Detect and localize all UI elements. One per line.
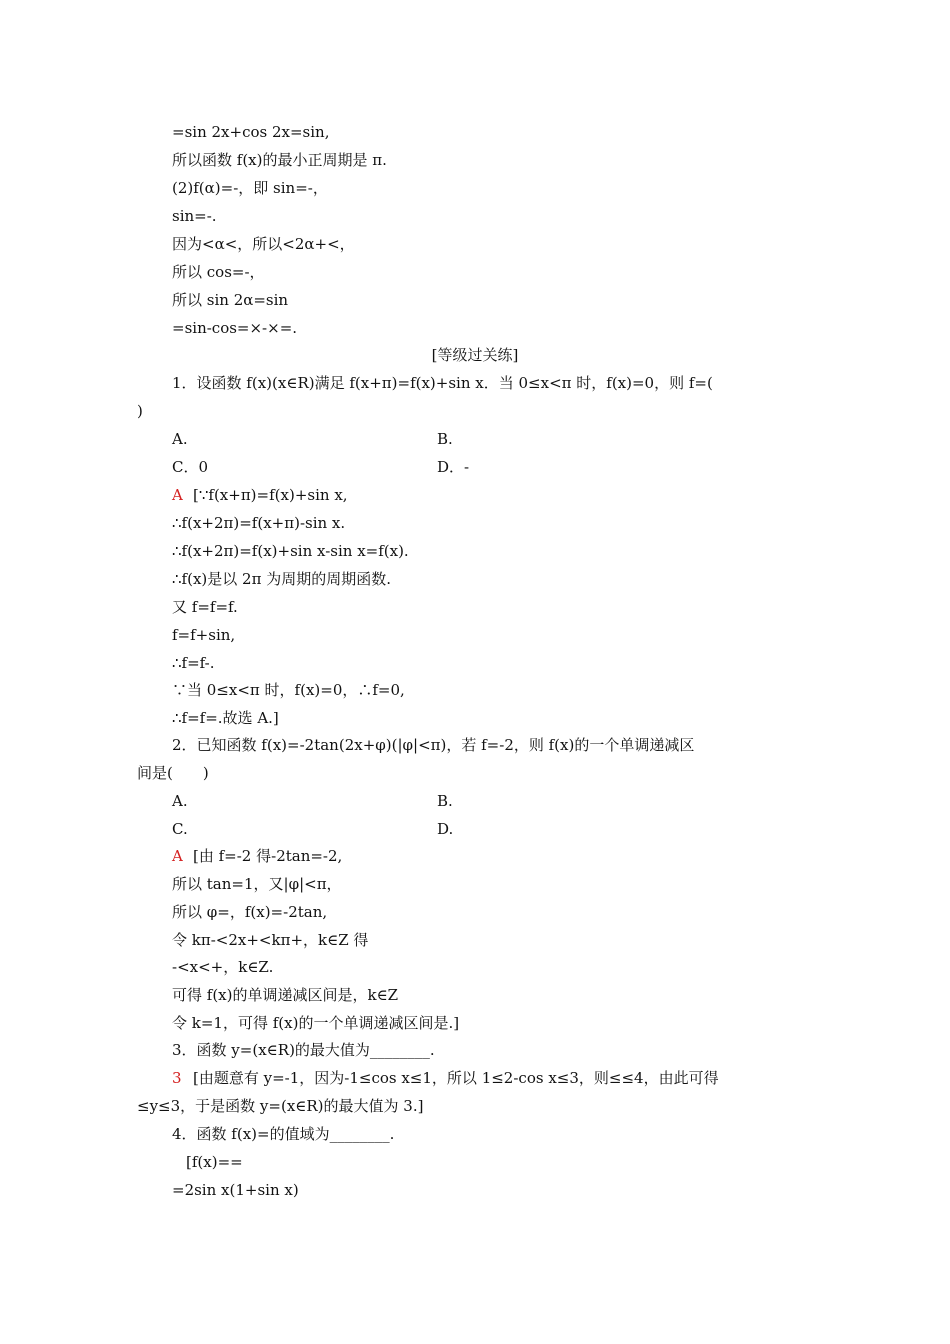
q1-solution-line: ∵当 0≤x<π 时，f(x)=0，∴f=0,	[172, 681, 405, 699]
q2-solution-line: 所以 φ=，f(x)=-2tan,	[172, 903, 328, 921]
q4-solution-line: =2sin x(1+sin x)	[172, 1181, 299, 1199]
solution-line: =sin-cos=×-×=.	[172, 319, 298, 337]
solution-line: 所以函数 f(x)的最小正周期是 π.	[172, 151, 387, 169]
q1-solution-line: ∴f(x)是以 2π 为周期的周期函数.	[172, 570, 391, 588]
solution-line: 因为<α<，所以<2α+<，	[172, 235, 355, 253]
q1-stem: 1．设函数 f(x)(x∈R)满足 f(x+π)=f(x)+sin x．当 0≤x<π 时，f(x)=0，则 f=(	[172, 374, 713, 392]
q2-solution-line: 令 k=1，可得 f(x)的一个单调递减区间是.]	[172, 1014, 460, 1032]
solution-line: (2)f(α)=-，即 sin=-，	[172, 179, 328, 197]
q4-stem: 4．函数 f(x)=的值域为________.	[172, 1125, 395, 1143]
q1-option-a: A.	[172, 430, 188, 448]
q2-option-b: B.	[437, 792, 453, 810]
solution-line: sin=-.	[172, 207, 217, 225]
q1-solution-line: ∴f(x+2π)=f(x)+sin x-sin x=f(x).	[172, 542, 409, 560]
q3-stem: 3．函数 y=(x∈R)的最大值为________.	[172, 1041, 435, 1059]
q1-solution-line: f=f+sin,	[172, 626, 236, 644]
q1-option-b: B.	[437, 430, 453, 448]
q1-solution-line: [∵f(x+π)=f(x)+sin x,	[193, 486, 348, 504]
q2-option-a: A.	[172, 792, 188, 810]
solution-line: 所以 cos=-，	[172, 263, 265, 281]
q2-answer: A	[172, 847, 183, 865]
q1-stem-cont: )	[137, 402, 143, 420]
q2-solution-line: 可得 f(x)的单调递减区间是，k∈Z	[172, 986, 399, 1004]
q2-stem-cont: 间是( )	[137, 764, 209, 782]
q1-solution-line: ∴f=f=.故选 A.]	[172, 709, 279, 727]
q2-stem: 2．已知函数 f(x)=-2tan(2x+φ)(|φ|<π)，若 f=-2，则 f(x)的一个单调递减区	[172, 736, 695, 754]
q2-solution-line: -<x<+，k∈Z.	[172, 958, 274, 976]
q1-answer: A	[172, 486, 183, 504]
q1-option-c: C．0	[172, 458, 209, 476]
solution-line: =sin 2x+cos 2x=sin,	[172, 123, 330, 141]
q1-solution-line: ∴f(x+2π)=f(x+π)-sin x.	[172, 514, 346, 532]
q3-answer: 3	[172, 1069, 182, 1087]
q2-solution-line: 所以 tan=1，又|φ|<π，	[172, 875, 342, 893]
section-title: [等级过关练]	[431, 346, 519, 364]
q4-solution-line: [f(x)==	[186, 1153, 243, 1171]
q3-solution-line: [由题意有 y=-1，因为-1≤cos x≤1，所以 1≤2-cos x≤3，则≤≤4，由此可得	[193, 1069, 719, 1087]
q1-solution-line: 又 f=f=f.	[172, 598, 238, 616]
q2-solution-line: 令 kπ-<2x+<kπ+，k∈Z 得	[172, 931, 369, 949]
q2-option-d: D.	[437, 820, 454, 838]
q1-option-d: D．-	[437, 458, 470, 476]
q3-solution-cont: ≤y≤3，于是函数 y=(x∈R)的最大值为 3.]	[137, 1097, 424, 1115]
q1-solution-line: ∴f=f-.	[172, 654, 215, 672]
q2-solution-line: [由 f=-2 得-2tan=-2,	[193, 847, 343, 865]
q2-option-c: C.	[172, 820, 188, 838]
solution-line: 所以 sin 2α=sin	[172, 291, 289, 309]
